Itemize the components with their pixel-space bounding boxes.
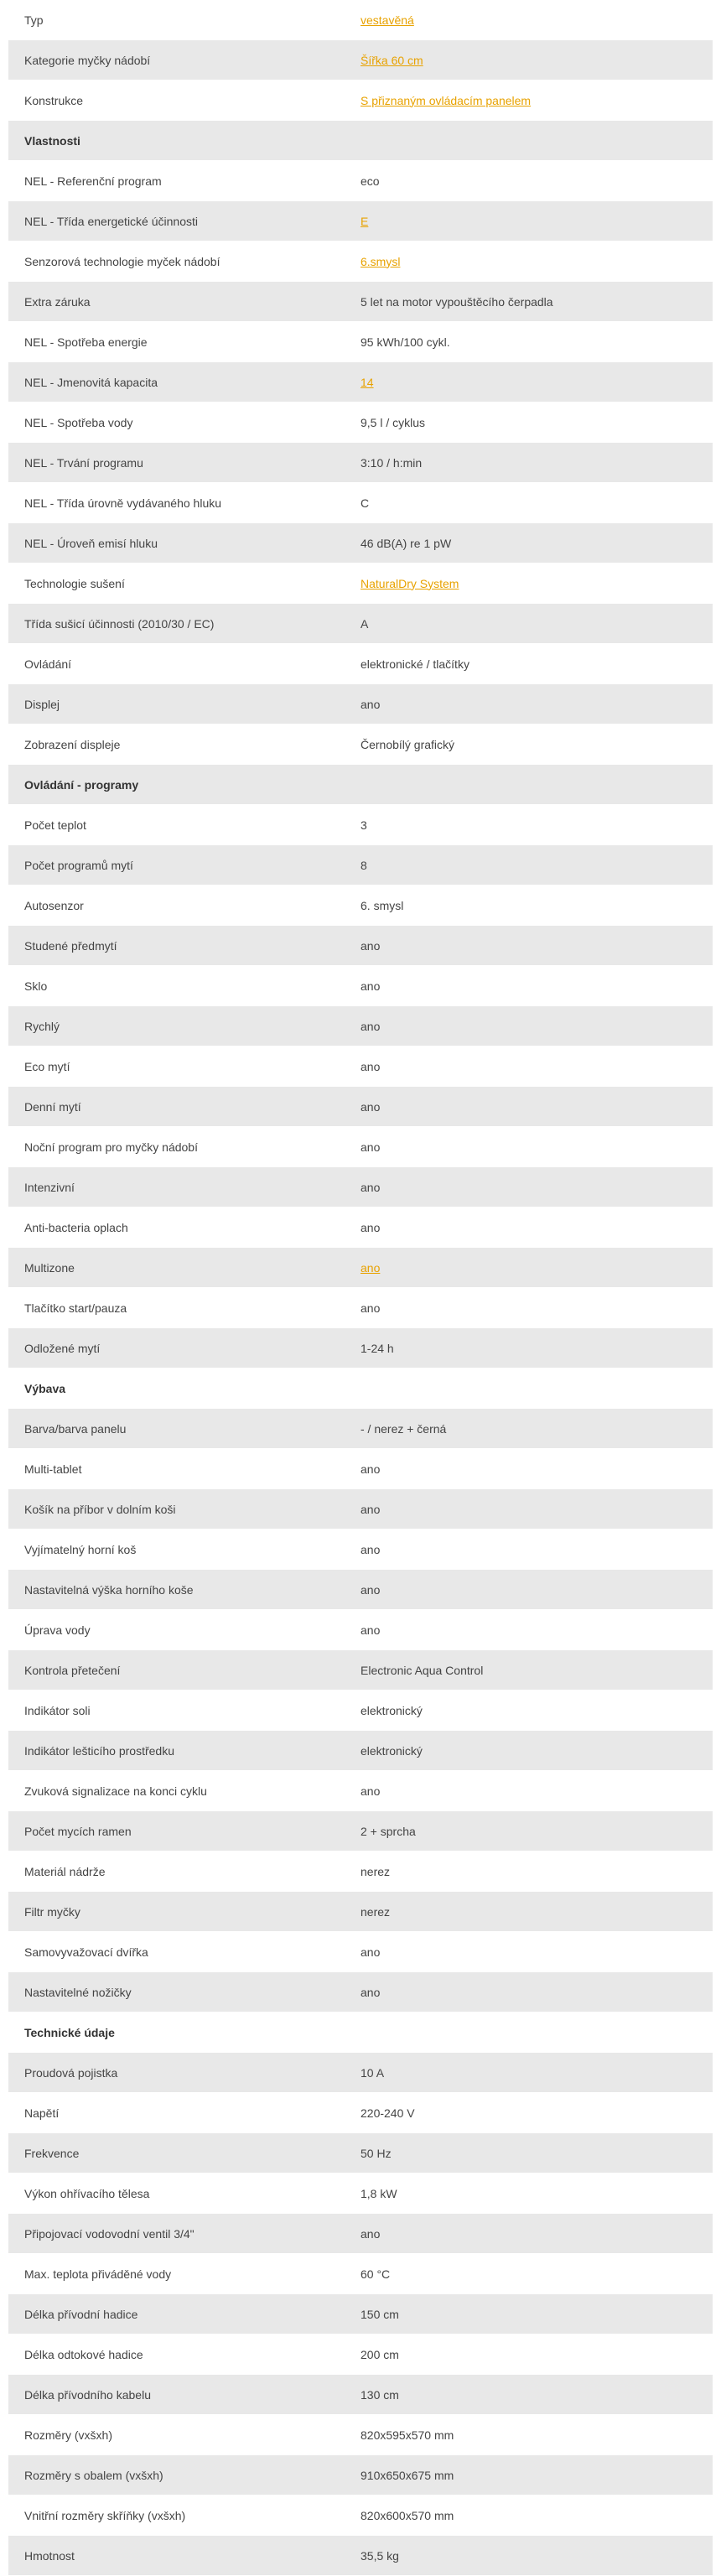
spec-value: 820x595x570 mm xyxy=(360,2428,454,2442)
spec-row xyxy=(8,1127,713,1167)
spec-row xyxy=(8,483,713,523)
spec-row xyxy=(8,2455,713,2496)
spec-row xyxy=(8,242,713,282)
spec-label: Intenzivní xyxy=(24,1180,75,1194)
spec-label: Typ xyxy=(24,13,44,27)
spec-value: ano xyxy=(360,1180,381,1194)
spec-row xyxy=(8,1328,713,1368)
spec-value: elektronický xyxy=(360,1743,423,1758)
spec-label: Nastavitelné nožičky xyxy=(24,1985,132,1999)
section-heading-row xyxy=(8,121,713,161)
section-heading: Technické údaje xyxy=(24,2025,115,2039)
spec-value: ano xyxy=(360,1301,381,1315)
spec-row xyxy=(8,1610,713,1650)
spec-row xyxy=(8,2214,713,2254)
spec-label: Frekvence xyxy=(24,2146,80,2160)
spec-row xyxy=(8,443,713,483)
spec-label: Vnitřní rozměry skříňky (vxšxh) xyxy=(24,2508,186,2522)
spec-row xyxy=(8,724,713,765)
spec-value-link[interactable]: E xyxy=(360,214,369,228)
spec-row xyxy=(8,1409,713,1449)
spec-row xyxy=(8,322,713,362)
spec-label: Technologie sušení xyxy=(24,576,125,590)
spec-row xyxy=(8,1006,713,1046)
spec-label: Rychlý xyxy=(24,1019,60,1033)
spec-value: 2 + sprcha xyxy=(360,1824,416,1838)
spec-value: ano xyxy=(360,1623,381,1637)
spec-value: 46 dB(A) re 1 pW xyxy=(360,536,452,550)
spec-value-link[interactable]: ano xyxy=(360,1260,381,1275)
spec-row xyxy=(8,0,713,40)
spec-label: Indikátor soli xyxy=(24,1703,91,1717)
spec-value: 200 cm xyxy=(360,2347,399,2361)
spec-row xyxy=(8,2415,713,2455)
spec-label: Napětí xyxy=(24,2106,60,2120)
spec-value: 130 cm xyxy=(360,2387,399,2402)
spec-label: Zobrazení displeje xyxy=(24,737,121,751)
spec-value: 10 A xyxy=(360,2065,385,2080)
spec-label: Barva/barva panelu xyxy=(24,1421,127,1436)
spec-value: ano xyxy=(360,1059,381,1073)
spec-label: NEL - Spotřeba vody xyxy=(24,415,133,429)
spec-row xyxy=(8,564,713,604)
spec-label: Rozměry (vxšxh) xyxy=(24,2428,113,2442)
spec-label: Počet teplot xyxy=(24,818,86,832)
spec-value: ano xyxy=(360,1462,381,1476)
spec-value: 6. smysl xyxy=(360,898,404,912)
spec-label: NEL - Třída energetické účinnosti xyxy=(24,214,198,228)
spec-row xyxy=(8,644,713,684)
spec-label: Odložené mytí xyxy=(24,1341,101,1355)
spec-value: Černobílý grafický xyxy=(360,737,455,751)
spec-row xyxy=(8,402,713,443)
spec-value: 820x600x570 mm xyxy=(360,2508,454,2522)
spec-row xyxy=(8,1570,713,1610)
spec-value: ano xyxy=(360,938,381,953)
spec-value-link[interactable]: vestavěná xyxy=(360,13,414,27)
spec-value: 150 cm xyxy=(360,2307,399,2321)
spec-row xyxy=(8,1087,713,1127)
spec-row xyxy=(8,201,713,242)
spec-label: Ovládání xyxy=(24,657,72,671)
spec-row xyxy=(8,1288,713,1328)
spec-label: NEL - Úroveň emisí hluku xyxy=(24,536,158,550)
spec-row xyxy=(8,2133,713,2174)
spec-value: nerez xyxy=(360,1864,391,1878)
section-heading-row xyxy=(8,1368,713,1409)
spec-label: Počet programů mytí xyxy=(24,858,133,872)
spec-value: 3:10 / h:min xyxy=(360,455,423,470)
spec-label: Délka přívodního kabelu xyxy=(24,2387,151,2402)
spec-value: 35,5 kg xyxy=(360,2548,399,2563)
spec-label: Nastavitelná výška horního koše xyxy=(24,1582,194,1597)
spec-value: 1,8 kW xyxy=(360,2186,397,2200)
spec-label: Filtr myčky xyxy=(24,1904,80,1919)
spec-value: ano xyxy=(360,697,381,711)
spec-value: ano xyxy=(360,1582,381,1597)
spec-label: Úprava vody xyxy=(24,1623,91,1637)
spec-label: Proudová pojistka xyxy=(24,2065,118,2080)
spec-label: Multi-tablet xyxy=(24,1462,82,1476)
spec-value: A xyxy=(360,616,369,631)
spec-label: Studené předmytí xyxy=(24,938,117,953)
spec-row xyxy=(8,805,713,845)
spec-value-link[interactable]: 14 xyxy=(360,375,374,389)
spec-label: Sklo xyxy=(24,979,48,993)
spec-label: Kontrola přetečení xyxy=(24,1663,121,1677)
spec-row xyxy=(8,1852,713,1892)
spec-label: Eco mytí xyxy=(24,1059,70,1073)
spec-label: Konstrukce xyxy=(24,93,84,107)
spec-value: nerez xyxy=(360,1904,391,1919)
spec-row xyxy=(8,282,713,322)
spec-row xyxy=(8,1489,713,1530)
spec-row xyxy=(8,2294,713,2334)
section-heading: Vlastnosti xyxy=(24,133,80,148)
spec-label: Senzorová technologie myček nádobí xyxy=(24,254,220,268)
spec-label: Displej xyxy=(24,697,60,711)
spec-label: Autosenzor xyxy=(24,898,84,912)
spec-label: Anti-bacteria oplach xyxy=(24,1220,128,1234)
spec-row xyxy=(8,1932,713,1972)
spec-value: ano xyxy=(360,1502,381,1516)
spec-value: 9,5 l / cyklus xyxy=(360,415,426,429)
spec-label: Rozměry s obalem (vxšxh) xyxy=(24,2468,163,2482)
spec-label: NEL - Referenční program xyxy=(24,174,162,188)
spec-label: Tlačítko start/pauza xyxy=(24,1301,127,1315)
spec-row xyxy=(8,362,713,402)
spec-value: eco xyxy=(360,174,380,188)
spec-row xyxy=(8,2536,713,2576)
spec-value: 50 Hz xyxy=(360,2146,392,2160)
spec-row xyxy=(8,1972,713,2012)
spec-row xyxy=(8,2375,713,2415)
spec-value: ano xyxy=(360,1784,381,1798)
spec-row xyxy=(8,2334,713,2375)
spec-row xyxy=(8,1046,713,1087)
spec-value: ano xyxy=(360,2226,381,2241)
spec-row xyxy=(8,926,713,966)
spec-row xyxy=(8,604,713,644)
spec-row xyxy=(8,80,713,121)
spec-label: Materiál nádrže xyxy=(24,1864,106,1878)
spec-value: ano xyxy=(360,1019,381,1033)
spec-value: ano xyxy=(360,979,381,993)
spec-label: NEL - Třída úrovně vydávaného hluku xyxy=(24,496,222,510)
spec-label: Hmotnost xyxy=(24,2548,75,2563)
spec-label: Délka odtokové hadice xyxy=(24,2347,143,2361)
spec-value: C xyxy=(360,496,370,510)
spec-row xyxy=(8,2496,713,2536)
spec-value: ano xyxy=(360,1140,381,1154)
spec-value: 8 xyxy=(360,858,367,872)
section-heading: Ovládání - programy xyxy=(24,777,139,792)
spec-label: Extra záruka xyxy=(24,294,91,309)
spec-label: Délka přívodní hadice xyxy=(24,2307,138,2321)
spec-row xyxy=(8,2093,713,2133)
spec-label: Indikátor lešticího prostředku xyxy=(24,1743,174,1758)
section-heading-row xyxy=(8,2012,713,2053)
spec-row xyxy=(8,684,713,724)
spec-row xyxy=(8,1771,713,1811)
spec-value: 3 xyxy=(360,818,367,832)
spec-label: Zvuková signalizace na konci cyklu xyxy=(24,1784,207,1798)
spec-label: Počet mycích ramen xyxy=(24,1824,132,1838)
spec-label: NEL - Spotřeba energie xyxy=(24,335,148,349)
spec-row xyxy=(8,966,713,1006)
spec-value: ano xyxy=(360,1945,381,1959)
spec-value: 95 kWh/100 cykl. xyxy=(360,335,450,349)
spec-value: Electronic Aqua Control xyxy=(360,1663,484,1677)
spec-row xyxy=(8,1248,713,1288)
spec-value-link[interactable]: 6.smysl xyxy=(360,254,401,268)
section-heading: Výbava xyxy=(24,1381,66,1395)
spec-value: 910x650x675 mm xyxy=(360,2468,454,2482)
spec-value: ano xyxy=(360,1985,381,1999)
spec-label: Kategorie myčky nádobí xyxy=(24,53,151,67)
spec-value: 60 °C xyxy=(360,2267,391,2281)
spec-label: Samovyvažovací dvířka xyxy=(24,1945,148,1959)
spec-row xyxy=(8,2053,713,2093)
spec-row xyxy=(8,523,713,564)
spec-row xyxy=(8,1167,713,1208)
spec-row xyxy=(8,1892,713,1932)
spec-value: elektronický xyxy=(360,1703,423,1717)
spec-value: 5 let na motor vypouštěcího čerpadla xyxy=(360,294,553,309)
spec-row xyxy=(8,845,713,886)
spec-label: Max. teplota přiváděné vody xyxy=(24,2267,172,2281)
spec-row xyxy=(8,1811,713,1852)
spec-table xyxy=(8,0,713,2576)
spec-value: ano xyxy=(360,1099,381,1114)
spec-row xyxy=(8,1530,713,1570)
spec-label: Připojovací vodovodní ventil 3/4" xyxy=(24,2226,195,2241)
spec-value: - / nerez + černá xyxy=(360,1421,447,1436)
spec-row xyxy=(8,886,713,926)
spec-value: 1-24 h xyxy=(360,1341,394,1355)
spec-value: ano xyxy=(360,1542,381,1556)
spec-row xyxy=(8,1650,713,1690)
spec-label: Košík na příbor v dolním koši xyxy=(24,1502,176,1516)
spec-row xyxy=(8,1449,713,1489)
spec-value: 220-240 V xyxy=(360,2106,415,2120)
spec-label: NEL - Trvání programu xyxy=(24,455,143,470)
spec-label: Noční program pro myčky nádobí xyxy=(24,1140,198,1154)
spec-row xyxy=(8,2174,713,2214)
spec-row xyxy=(8,1690,713,1731)
spec-value-link[interactable]: S přiznaným ovládacím panelem xyxy=(360,93,532,107)
spec-row xyxy=(8,161,713,201)
spec-row xyxy=(8,1731,713,1771)
spec-label: Multizone xyxy=(24,1260,75,1275)
spec-label: Vyjímatelný horní koš xyxy=(24,1542,137,1556)
spec-label: Třída sušicí účinnosti (2010/30 / EC) xyxy=(24,616,215,631)
spec-value: elektronické / tlačítky xyxy=(360,657,469,671)
spec-label: Denní mytí xyxy=(24,1099,81,1114)
spec-row xyxy=(8,1208,713,1248)
spec-row xyxy=(8,2254,713,2294)
spec-value: ano xyxy=(360,1220,381,1234)
spec-row xyxy=(8,40,713,80)
spec-label: NEL - Jmenovitá kapacita xyxy=(24,375,158,389)
spec-value-link[interactable]: Šířka 60 cm xyxy=(360,53,423,67)
spec-value-link[interactable]: NaturalDry System xyxy=(360,576,459,590)
spec-label: Výkon ohřívacího tělesa xyxy=(24,2186,150,2200)
section-heading-row xyxy=(8,765,713,805)
